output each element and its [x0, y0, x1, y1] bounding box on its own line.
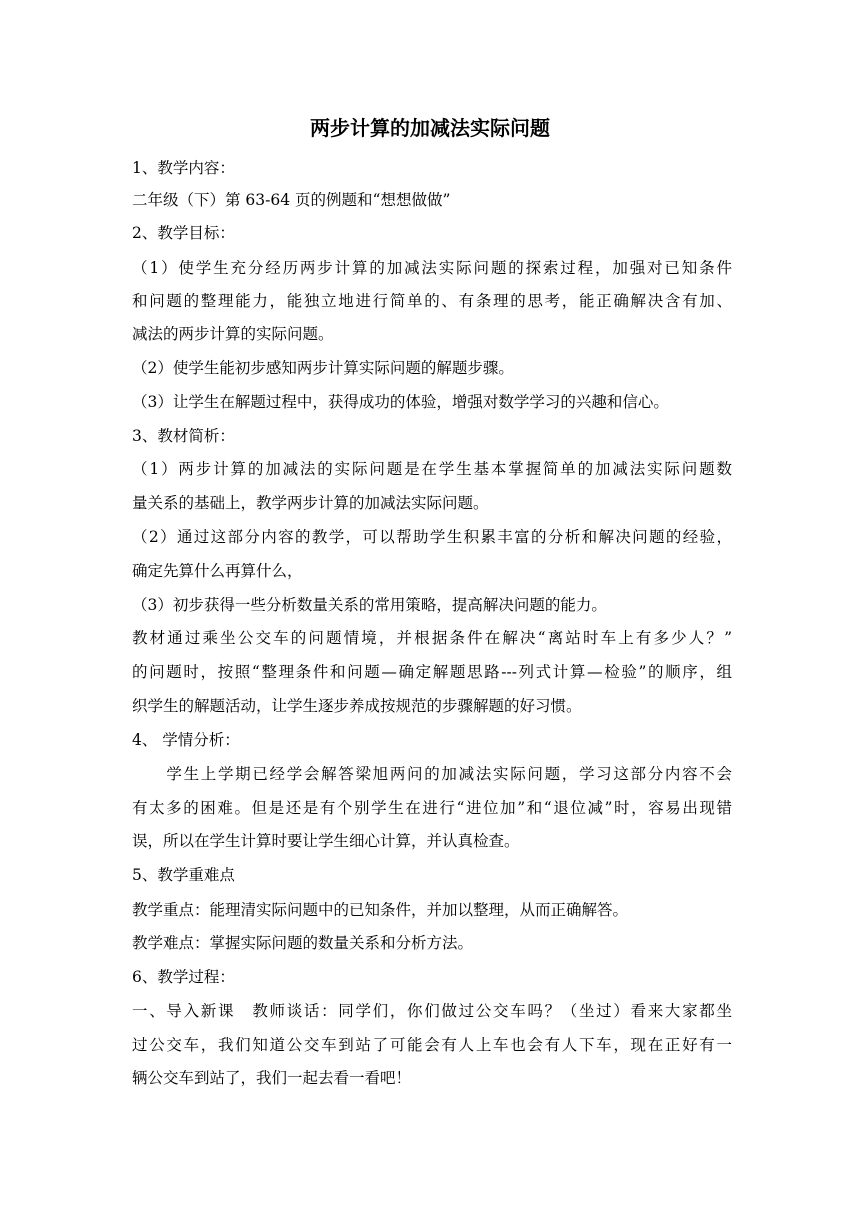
heading-students: 4、 学情分析： — [132, 731, 240, 749]
text-line: 减法的两步计算的实际问题。 — [132, 325, 334, 343]
text-line: （1）使学生充分经历两步计算的加减法实际问题的探索过程，加强对已知条件 — [132, 259, 732, 277]
text-line: 量关系的基础上，教学两步计算的加减法实际问题。 — [132, 494, 489, 512]
text-line: （1）两步计算的加减法的实际问题是在学生基本掌握简单的加减法实际问题数 — [132, 460, 732, 478]
text-line: 教学难点：掌握实际问题的数量关系和分析方法。 — [132, 934, 474, 952]
text-line: 教学重点：能理清实际问题中的已知条件，并加以整理，从而正确解答。 — [132, 901, 629, 919]
text-line: 辆公交车到站了，我们一起去看一看吧！ — [132, 1069, 412, 1087]
text-line: （3）初步获得一些分析数量关系的常用策略，提高解决问题的能力。 — [132, 596, 607, 614]
text-line: （2）使学生能初步感知两步计算实际问题的解题步骤。 — [132, 359, 514, 377]
heading-goals: 2、教学目标： — [132, 224, 235, 242]
text-line: 织学生的解题活动，让学生逐步养成按规范的步骤解题的好习惯。 — [132, 697, 582, 715]
heading-content: 1、教学内容： — [132, 159, 235, 177]
text-line: 的问题时，按照“整理条件和问题—确定解题思路---列式计算—检验”的顺序，组 — [132, 663, 732, 681]
text-line: 学生上学期已经学会解答梁旭两问的加减法实际问题，学习这部分内容不会 — [132, 765, 732, 783]
document-title: 两步计算的加减法实际问题 — [310, 116, 550, 140]
text-line: 确定先算什么再算什么， — [132, 562, 303, 580]
text-line: 有太多的困难。但是还是有个别学生在进行“进位加”和“退位减”时，容易出现错 — [132, 799, 732, 817]
text-line: 二年级（下）第 63-64 页的例题和“想想做做” — [132, 191, 451, 209]
text-line: 教材通过乘坐公交车的问题情境，并根据条件在解决“离站时车上有多少人？” — [132, 629, 732, 647]
text-line: 过公交车，我们知道公交车到站了可能会有人上车也会有人下车，现在正好有一 — [132, 1036, 732, 1054]
text-line: 一、导入新课 教师谈话：同学们，你们做过公交车吗？（坐过）看来大家都坐 — [132, 1002, 732, 1020]
text-line: （3）让学生在解题过程中，获得成功的体验，增强对数学学习的兴趣和信心。 — [132, 393, 669, 411]
text-line: 和问题的整理能力，能独立地进行简单的、有条理的思考，能正确解决含有加、 — [132, 292, 732, 310]
text-line: （2）通过这部分内容的教学，可以帮助学生积累丰富的分析和解决问题的经验， — [132, 528, 732, 546]
heading-process: 6、教学过程： — [132, 968, 235, 986]
heading-analysis: 3、教材简析： — [132, 427, 235, 445]
heading-keypoints: 5、教学重难点 — [132, 866, 235, 884]
text-line: 误，所以在学生计算时要让学生细心计算，并认真检查。 — [132, 832, 520, 850]
